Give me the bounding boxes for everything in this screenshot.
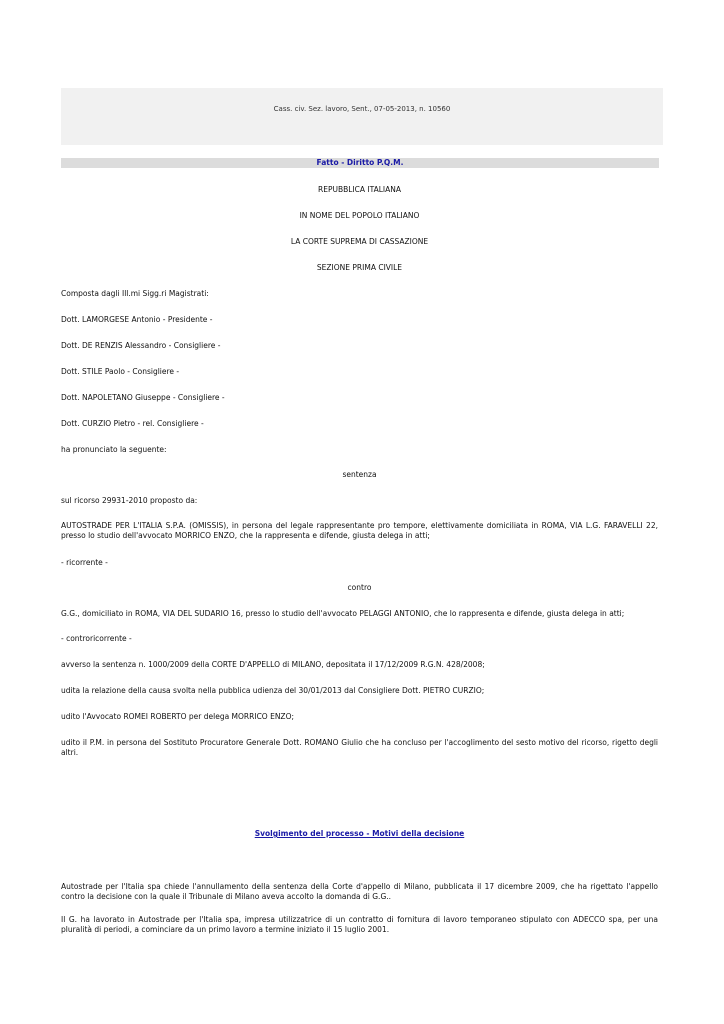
controricorrente-line: - controricorrente - <box>61 634 132 643</box>
autostrade-paragraph: AUTOSTRADE PER L'ITALIA S.P.A. (OMISSIS), in persona del legale rappresentante pro tempore, elettivamente domiciliata in ROMA, VIA L.G. FARAVELLI 22, presso lo studio dell'avvocato MORRICO ENZO, che la rappresenta e difende, giusta delega in atti; <box>61 521 658 540</box>
intro-court: LA CORTE SUPREMA DI CASSAZIONE <box>290 237 429 246</box>
judge-napoletano: Dott. NAPOLETANO Giuseppe - Consigliere - <box>61 393 225 402</box>
document-header <box>61 88 663 145</box>
udita-line: udita la relazione della causa svolta nella pubblica udienza del 30/01/2013 dal Consigliere Dott. PIETRO CURZIO; <box>61 686 485 695</box>
sentenza-heading: sentenza <box>342 470 377 479</box>
judge-president: Dott. LAMORGESE Antonio - Presidente - <box>61 315 213 324</box>
avverso-line: avverso la sentenza n. 1000/2009 della CORTE D'APPELLO di MILANO, depositata il 17/12/2009 R.G.N. 428/2008; <box>61 660 485 669</box>
judge-curzio: Dott. CURZIO Pietro - rel. Consigliere - <box>61 419 204 428</box>
intro-republic: REPUBBLICA ITALIANA <box>318 185 401 194</box>
udito-pm-paragraph: udito il P.M. in persona del Sostituto Procuratore Generale Dott. ROMANO Giulio che ha concluso per l'accoglimento del sesto motivo del ricorso, rigetto degli altri. <box>61 738 658 757</box>
section-bar-label[interactable]: Fatto - Diritto P.Q.M. <box>316 158 404 167</box>
paragraph-annullamento: Autostrade per l'Italia spa chiede l'annullamento della sentenza della Corte d'appello di Milano, pubblicata il 17 dicembre 2009, che ha rigettato l'appello contro la decisione con la quale il Tribunale di Milano aveva accolto la domanda di G.G.. <box>61 882 658 901</box>
motivi-heading-link[interactable]: Svolgimento del processo - Motivi della decisione <box>254 829 465 838</box>
intro-section: SEZIONE PRIMA CIVILE <box>316 263 403 272</box>
contro-heading: contro <box>347 583 372 592</box>
citation-header: Cass. civ. Sez. lavoro, Sent., 07-05-2013, n. 10560 <box>273 105 451 113</box>
gg-paragraph: G.G., domiciliato in ROMA, VIA DEL SUDARIO 16, presso lo studio dell'avvocato PELAGGI ANTONIO, che lo rappresenta e difende, giusta delega in atti; <box>61 609 625 618</box>
judge-stile: Dott. STILE Paolo - Consigliere - <box>61 367 180 376</box>
composed-line: Composta dagli Ill.mi Sigg.ri Magistrati: <box>61 289 209 298</box>
pronounced-line: ha pronunciato la seguente: <box>61 445 167 454</box>
ricorso-line: sul ricorso 29931-2010 proposto da: <box>61 496 198 505</box>
ricorrente-line: - ricorrente - <box>61 558 108 567</box>
udito-avvocato-line: udito l'Avvocato ROMEI ROBERTO per delega MORRICO ENZO; <box>61 712 295 721</box>
intro-people: IN NOME DEL POPOLO ITALIANO <box>299 211 420 220</box>
judge-de-renzis: Dott. DE RENZIS Alessandro - Consigliere - <box>61 341 221 350</box>
section-bar <box>61 158 659 168</box>
paragraph-lavoro: Il G. ha lavorato in Autostrade per l'Italia spa, impresa utilizzatrice di un contratto di fornitura di lavoro temporaneo stipulato con ADECCO spa, per una pluralità di periodi, a cominciare da un primo lavoro a termine iniziato il 15 luglio 2001. <box>61 915 658 934</box>
